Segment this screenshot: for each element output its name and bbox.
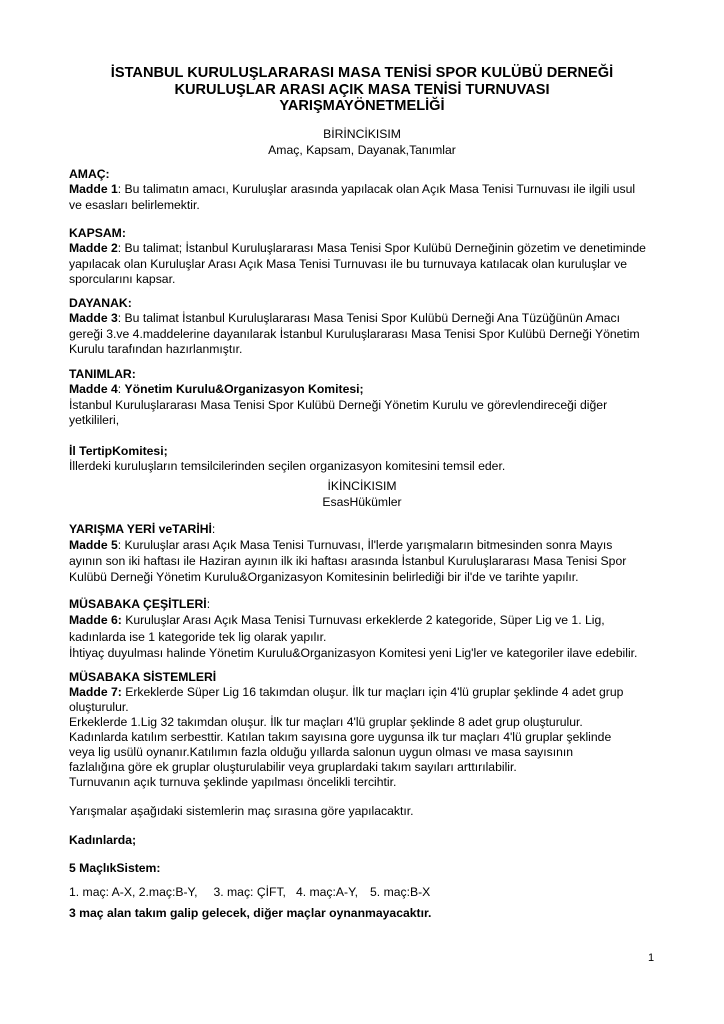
section-musabaka-sistemleri: MÜSABAKA SİSTEMLERİ Madde 7: Erkeklerde Süper Lig 16 takımdan oluşur. İlk tur maçları için 4'lü gruplar şeklinde 4 adet grup oluşturulur. Erkeklerde 1.Lig 32 takımdan oluşur. İlk tur maçları 4'lü gruplar şeklinde 8 adet grup oluşturulur. Kadınlarda katılım serbesttir. Katılan takım sayısına gore uygunsa ilk tur maçları 4'lü gruplar şeklinde veya lig usülü oynanır.Katılımın fazla olduğu yıllarda salonun uygun olması ve masa sayısının fazlalığına göre ek gruplar oluşturulabilir veya gruplardaki takım sayıları arttırılabilir. Turnuvanın açık turnuva şeklinde yapılması öncelikli tercihtir. Yarışmalar aşağıdaki sistemlerin maç sırasına göre yapılacaktır. Kadınlarda; 5 MaçlıkSistem: 1. maç: A-X, 2.maç:B-Y, 3. maç: ÇİFT, 4. maç:A-Y, 5. maç:B-X 3 maç alan takım galip gelecek, diğer maçlar oynanmayacaktır. <box>69 670 624 920</box>
part1-heading: BİRİNCİKISIM Amaç, Kapsam, Dayanak,Tanımlar <box>268 127 456 157</box>
section-yarisma-yeri: YARIŞMA YERİ veTARİHİ: Madde 5: Kuruluşlar arası Açık Masa Tenisi Turnuvası, İl'lerde yarışmaların bitmesinden sonra Mayıs ayının son iki haftası ile Haziran ayının ilk iki haftası arasında İstanbul Kuruluşlararası Masa Tenisi Spor Kulübü Derneği Yönetim Kurulu&Organizasyon Komitesinin belirlediği bir il'de ve tarihte yapılır. <box>69 522 627 584</box>
section-amac: AMAÇ: Madde 1: Bu talimatın amacı, Kuruluşlar arasında yapılacak olan Açık Masa Tenisi Turnuvası ile ilgili usul ve esasları belirlemektir. <box>69 167 636 212</box>
section-kapsam: KAPSAM: Madde 2: Bu talimat; İstanbul Kuruluşlararası Masa Tenisi Spor Kulübü Derneğinin gözetim ve denetiminde yapılacak olan Kuruluşlar Arası Açık Masa Tenisi Turnuvası ile bu turnuvaya katılacak olan kuruluşlar ve sporcularını kapsar. <box>69 226 646 287</box>
part2-heading: İKİNCİKISIM EsasHükümler <box>322 479 402 509</box>
section-dayanak: DAYANAK: Madde 3: Bu talimat İstanbul Kuruluşlararası Masa Tenisi Spor Kulübü Derneği Ana Tüzüğünün Amacı gereği 3.ve 4.maddelerine dayanılarak İstanbul Kuruluşlararası Masa Tenisi Spor Kulübü Derneği Yönetim Kurulu tarafından hazırlanmıştır. <box>69 296 640 357</box>
page-number: 1 <box>648 952 655 964</box>
section-tanimlar: TANIMLAR: Madde 4: Yönetim Kurulu&Organizasyon Komitesi; İstanbul Kuruluşlararası Masa Tenisi Spor Kulübü Derneği Yönetim Kurulu ve görevlendireceği diğer yetkilileri, İl TertipKomitesi; İllerdeki kuruluşların temsilcilerinden seçilen organizasyon komitesini temsil eder. <box>69 367 608 474</box>
section-musabaka-cesitleri: MÜSABAKA ÇEŞİTLERİ: Madde 6: Kuruluşlar Arası Açık Masa Tenisi Turnuvası erkeklerde 2 kategoride, Süper Lig ve 1. Lig, kadınlarda ise 1 kategoride tek lig olarak yapılır. İhtiyaç duyulması halinde Yönetim Kurulu&Organizasyon Komitesi yeni Lig'ler ve kategoriler ilave edebilir. <box>69 597 638 660</box>
document-title: İSTANBUL KURULUŞLARARASI MASA TENİSİ SPOR KULÜBÜ DERNEĞİ KURULUŞLAR ARASI AÇIK MASA TENİSİ TURNUVASI YARIŞMAYÖNETMELİĞİ <box>110 65 614 114</box>
match-order: 1. maç: A-X, 2.maç:B-Y, 3. maç: ÇİFT, 4. maç:A-Y, 5. maç:B-X <box>69 885 431 899</box>
